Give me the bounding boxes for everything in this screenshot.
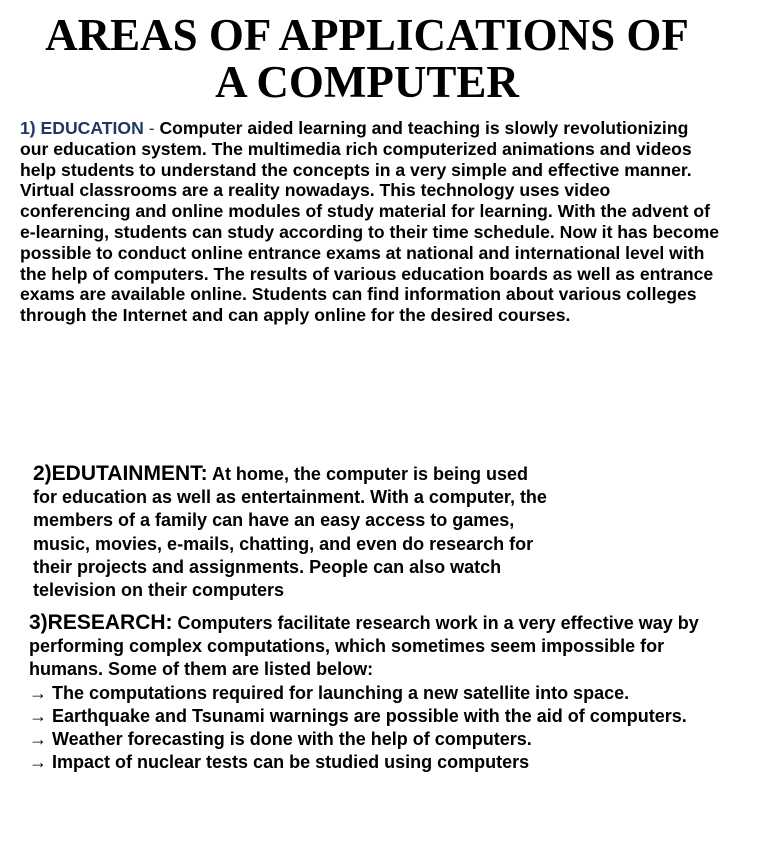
research-heading: 3)RESEARCH:: [29, 611, 173, 634]
education-body: Computer aided learning and teaching is slowly revolutionizing our education system. The multimedia rich computerized animations and videos help students to understand the concepts in a very simple and effective manner. Virtual classrooms are a reality nowadays. This technology uses video conferencing and online modules of study material for learning. With the advent of e-learning, students can study according to their time schedule. Now it has become possible to conduct online entrance exams at national and international level with the help of computers. The results of various education boards as well as entrance exams are available online. Students can find information about various colleges through the Internet and can apply online for the desired courses.: [20, 118, 720, 326]
education-separator: -: [148, 118, 160, 138]
title-line-2: A COMPUTER: [215, 57, 519, 107]
education-section: [20, 118, 720, 326]
research-body: Computers facilitate research work in a very effective way by performing complex computations, which sometimes seem impossible for humans. Some of them are listed below:: [29, 613, 699, 680]
research-bullet: → Earthquake and Tsunami warnings are possible with the aid of computers.: [29, 705, 687, 726]
page-title: [0, 12, 734, 106]
research-bullet: → The computations required for launching a new satellite into space.: [29, 682, 630, 703]
edutainment-body: At home, the computer is being used for education as well as entertainment. With a computer, the members of a family can have an easy access to games, music, movies, e-mails, chatting, and even do research for their projects and assignments. People can also watch television on their computers: [33, 464, 547, 601]
research-intro: [29, 611, 729, 682]
research-bullet: → Impact of nuclear tests can be studied using computers: [29, 752, 530, 773]
edutainment-heading: 2)EDUTAINMENT:: [33, 462, 208, 485]
edutainment-section: [33, 462, 553, 602]
research-bullet-list: [29, 682, 729, 775]
research-section: [29, 611, 729, 774]
education-heading: 1) EDUCATION: [20, 118, 144, 138]
research-bullet: → Weather forecasting is done with the help of computers.: [29, 729, 532, 750]
title-line-1: AREAS OF APPLICATIONS OF: [45, 10, 689, 60]
